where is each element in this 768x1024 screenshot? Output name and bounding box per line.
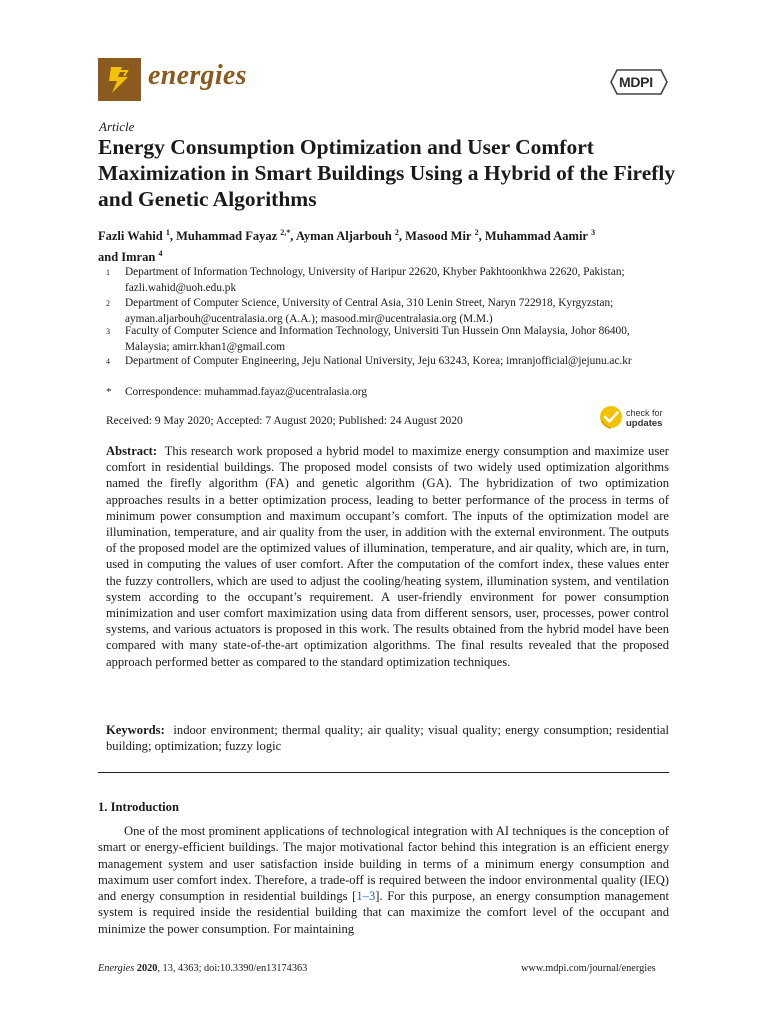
journal-logo	[98, 58, 141, 101]
author-affiliation-marker: 2,*	[280, 228, 291, 237]
check-updates-icon	[598, 404, 624, 430]
author-affiliation-marker: 4	[158, 249, 163, 259]
author-affiliation-marker: 1	[165, 228, 170, 237]
keywords-label: Keywords:	[106, 723, 165, 737]
author-affiliation-marker: 3	[591, 228, 596, 237]
section-heading: 1. Introduction	[98, 800, 179, 814]
introduction-paragraph: One of the most prominent applications of technological integration with AI techniques is the conception of smart or energy-efficient buildings. The major motivational factor behind this integration is an efficient energy management system and user satisfaction inside building in terms of a minimum energy consumption and maximum user comfort index. Therefore, a trade-off is required between the indoor environmental quality (IEQ) and energy consumption in residential buildings [1–3]. For this purpose, an energy consumption management system is required inside the residential building that can maximize the comfort level of the occupant and minimize the power consumption. For maintaining	[98, 824, 669, 936]
publisher-name: MDPI	[619, 74, 653, 90]
correspondence-marker: *	[106, 386, 112, 398]
affiliation-text: Department of Computer Science, University of Central Asia, 310 Lenin Street, Naryn 722918, Kyrgyzstan; ayman.aljarbouh@ucentralasia.org (A.A.); masood.mir@ucentralasia.org (M.M.)	[125, 297, 614, 325]
author-affiliation-marker: 2	[474, 228, 479, 237]
citation-link[interactable]: 1–3	[356, 889, 376, 904]
affiliation-number: 4	[106, 357, 110, 366]
affiliation-text: Department of Computer Engineering, Jeju National University, Jeju 63243, Korea; imranjofficial@jejunu.ac.kr	[125, 355, 632, 367]
author-name: Fazli Wahid	[98, 229, 163, 244]
affiliation-number: 1	[106, 268, 110, 277]
author-name: Masood Mir	[405, 229, 472, 244]
author-name: Ayman Aljarbouh	[295, 229, 392, 244]
correspondence-text: Correspondence: muhammad.fayaz@ucentralasia.org	[125, 386, 368, 398]
author-name: Muhammad Aamir	[484, 229, 588, 244]
check-for-updates-button[interactable]	[598, 404, 663, 435]
keywords-text: indoor environment; thermal quality; air quality; visual quality; energy consumption; residential building; optimization; fuzzy logic	[106, 723, 670, 754]
abstract-label: Abstract:	[106, 444, 158, 458]
affiliation-number: 3	[106, 327, 110, 336]
author-name: Imran	[121, 250, 156, 265]
publication-dates: Received: 9 May 2020; Accepted: 7 August 2020; Published: 24 August 2020	[106, 415, 463, 427]
footer-url[interactable]: www.mdpi.com/journal/energies	[521, 963, 656, 974]
article-type: Article	[99, 119, 135, 134]
author-list: Fazli Wahid $^1$, Muhammad Fayaz $^{2,*}$, Ayman Aljarbouh $^2$, Masood Mir $^2$, Muhammad Aamir $^3$ and Imran $^4$	[98, 228, 596, 265]
journal-name: energies	[148, 60, 247, 91]
lightning-icon	[98, 58, 141, 101]
check-updates-line1: check for	[626, 408, 663, 418]
check-updates-line2: updates	[626, 418, 663, 429]
section-divider	[98, 772, 669, 773]
affiliation-text: Department of Information Technology, University of Haripur 22620, Khyber Pakhtoonkhwa 22620, Pakistan; fazli.wahid@uoh.edu.pk	[125, 266, 625, 294]
abstract	[106, 443, 669, 670]
author-affiliation-marker: 2	[394, 228, 399, 237]
affiliation-number: 2	[106, 299, 110, 308]
author-name: Muhammad Fayaz	[176, 229, 278, 244]
article-title: Energy Consumption Optimization and User Comfort Maximization in Smart Buildings Using a Hybrid of the Firefly and Genetic Algorithms	[98, 135, 676, 211]
footer-citation: Energies 2020, 13, 4363; doi:10.3390/en13174363	[98, 963, 308, 974]
mdpi-logo	[609, 66, 669, 103]
abstract-text: This research work proposed a hybrid model to maximize energy consumption and maximize user comfort in residential buildings. The proposed model consists of two widely used optimization algorithms named the firefly algorithm (FA) and genetic algorithm (GA). The hybridization of two optimization approaches results in a better optimization process, leading to better performance of the process in terms of minimum power consumption and maximum occupant’s comfort. The inputs of the optimization model are illumination, temperature, and air quality from the user, in addition with the external environment. The outputs of the proposed model are the optimized values of illumination, temperature, and air quality, which are, in turn, used in computing the values of user comfort. After the computation of the comfort index, these values enter the fuzzy controllers, which are used to adjust the cooling/heating system, illumination system, and ventilation system according to the occupant’s requirement. A user-friendly environment for power consumption minimization and user comfort maximization using data from different sensors, user, processes, power control systems, and various actuators is proposed in this work. The results obtained from the hybrid model have been compared with many state-of-the-art optimization algorithms. The final results revealed that the proposed approach performed better as compared to the standard optimization techniques.	[106, 444, 670, 669]
affiliation-text: Faculty of Computer Science and Information Technology, Universiti Tun Hussein Onn Malaysia, Johor 86400, Malaysia; amirr.khan1@gmail.com	[125, 325, 630, 353]
keywords	[106, 722, 669, 754]
